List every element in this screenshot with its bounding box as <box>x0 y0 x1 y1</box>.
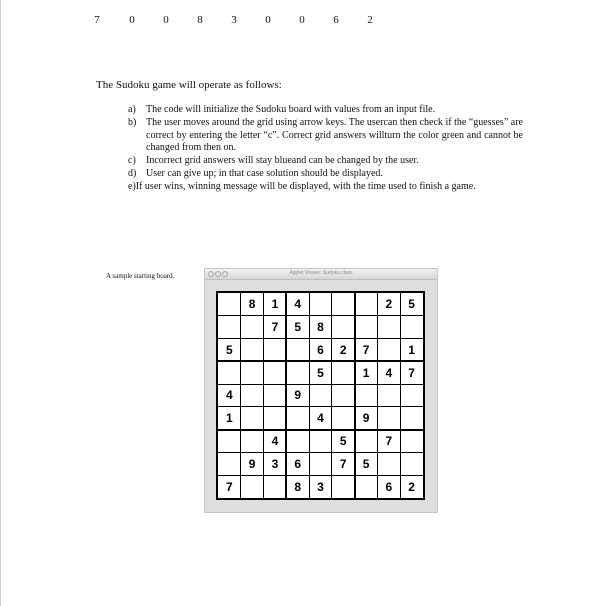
sudoku-cell[interactable]: 9 <box>294 388 302 403</box>
number-row-value: 8 <box>197 14 203 26</box>
applet-title: Applet Viewer: Sudoku.class <box>289 270 353 276</box>
number-row-value: 6 <box>333 14 339 26</box>
grid-line-vertical <box>309 293 310 498</box>
sudoku-cell[interactable] <box>377 452 400 475</box>
sudoku-cell[interactable] <box>309 384 332 407</box>
sudoku-cell[interactable] <box>264 384 287 407</box>
sudoku-cell[interactable] <box>241 384 264 407</box>
sudoku-cell[interactable] <box>218 452 241 475</box>
sudoku-cell[interactable] <box>218 361 241 384</box>
sudoku-cell[interactable]: 7 <box>385 434 393 449</box>
rule-text: Incorrect grid answers will stay blueand can be changed by the user. <box>146 155 419 167</box>
sudoku-cell[interactable] <box>332 384 355 407</box>
sudoku-cell[interactable]: 7 <box>339 456 347 471</box>
sudoku-cell[interactable] <box>400 430 423 453</box>
grid-line-horizontal <box>218 452 423 453</box>
sudoku-cell[interactable] <box>377 316 400 339</box>
sudoku-cell[interactable] <box>286 339 309 362</box>
sudoku-cell[interactable] <box>286 430 309 453</box>
sudoku-cell[interactable] <box>218 293 241 316</box>
sudoku-cell[interactable] <box>264 475 287 498</box>
grid-line-horizontal <box>218 315 423 316</box>
sudoku-cell[interactable]: 9 <box>248 456 256 471</box>
sudoku-cell[interactable]: 1 <box>271 297 279 312</box>
grid-line-vertical <box>377 293 378 498</box>
page-left-border <box>0 0 1 606</box>
rule-marker: d) <box>128 167 137 179</box>
sudoku-cell[interactable] <box>241 430 264 453</box>
sudoku-cell[interactable]: 2 <box>408 479 415 494</box>
grid-line-horizontal <box>218 384 423 385</box>
sudoku-cell[interactable]: 5 <box>408 297 415 312</box>
sudoku-cell[interactable] <box>400 316 423 339</box>
sudoku-cell[interactable]: 2 <box>339 342 347 357</box>
rule-item <box>128 155 523 168</box>
sudoku-cell[interactable] <box>264 407 287 430</box>
sudoku-cell[interactable]: 6 <box>317 342 324 357</box>
sudoku-cell[interactable] <box>218 430 241 453</box>
number-row-value: 0 <box>163 14 169 26</box>
box-divider-vertical <box>285 293 287 498</box>
sudoku-cell[interactable]: 3 <box>317 479 324 494</box>
box-divider-vertical <box>354 293 356 498</box>
sudoku-cell[interactable] <box>377 407 400 430</box>
sudoku-cell[interactable] <box>264 339 287 362</box>
grid-line-vertical <box>331 293 332 498</box>
sudoku-cell[interactable]: 1 <box>226 411 233 426</box>
sudoku-cell[interactable] <box>355 293 378 316</box>
sudoku-cell[interactable] <box>241 339 264 362</box>
sudoku-cell[interactable] <box>377 384 400 407</box>
rules-list <box>128 104 523 194</box>
rule-text: The user moves around the grid using arrow keys. The usercan then check if the “guesses” are correct by entering the letter “c”. Correct grid answers willturn the color green and cannot be changed from then on. <box>146 116 523 154</box>
sudoku-cell[interactable] <box>309 452 332 475</box>
sudoku-cell[interactable] <box>309 293 332 316</box>
sudoku-cell[interactable] <box>355 430 378 453</box>
sudoku-cell[interactable]: 8 <box>248 297 256 312</box>
rule-marker: c) <box>128 155 136 167</box>
rule-item <box>128 181 523 194</box>
sudoku-cell[interactable] <box>377 339 400 362</box>
sudoku-cell[interactable] <box>241 316 264 339</box>
sudoku-cell[interactable]: 7 <box>271 320 279 335</box>
sudoku-cell[interactable]: 8 <box>294 479 302 494</box>
sudoku-cell[interactable]: 5 <box>339 434 347 449</box>
sudoku-cell[interactable] <box>400 407 423 430</box>
rule-text: The code will initialize the Sudoku board with values from an input file. <box>146 104 436 115</box>
sudoku-cell[interactable]: 4 <box>385 365 393 380</box>
sudoku-cell[interactable]: 4 <box>317 411 324 426</box>
sudoku-cell[interactable]: 1 <box>362 365 370 380</box>
rule-item <box>128 168 523 181</box>
sudoku-cell[interactable] <box>241 475 264 498</box>
sudoku-cell[interactable]: 5 <box>317 365 324 380</box>
sudoku-cell[interactable]: 1 <box>408 342 415 357</box>
sudoku-cell[interactable]: 5 <box>362 456 370 471</box>
sudoku-cell[interactable]: 3 <box>271 456 279 471</box>
grid-line-horizontal <box>218 475 423 476</box>
sudoku-cell[interactable]: 7 <box>408 365 415 380</box>
applet-window <box>204 268 438 513</box>
applet-titlebar <box>205 269 437 280</box>
number-row-value: 2 <box>367 14 373 26</box>
rule-marker: a) <box>128 104 136 115</box>
sudoku-cell[interactable] <box>355 316 378 339</box>
sudoku-cell[interactable] <box>332 361 355 384</box>
intro-text: The Sudoku game will operate as follows: <box>96 79 282 91</box>
grid-line-vertical <box>400 293 401 498</box>
grid-line-vertical <box>263 293 264 498</box>
rule-item <box>128 117 523 155</box>
sudoku-cell[interactable] <box>286 361 309 384</box>
sudoku-cell[interactable]: 4 <box>226 388 233 403</box>
sudoku-cell[interactable] <box>332 293 355 316</box>
sudoku-cell[interactable] <box>218 316 241 339</box>
box-divider-horizontal <box>218 429 423 431</box>
box-divider-horizontal <box>218 360 423 362</box>
sudoku-cell[interactable]: 8 <box>317 320 324 335</box>
sudoku-cell[interactable] <box>400 384 423 407</box>
number-row-value: 7 <box>94 14 100 26</box>
sudoku-cell[interactable] <box>355 384 378 407</box>
sudoku-cell[interactable]: 5 <box>294 320 302 335</box>
sudoku-cell[interactable] <box>332 316 355 339</box>
number-row-value: 0 <box>299 14 305 26</box>
sudoku-cell[interactable]: 4 <box>271 434 279 449</box>
sudoku-board[interactable] <box>216 291 425 500</box>
sudoku-cell[interactable]: 2 <box>385 297 393 312</box>
rule-text: e)If user wins, winning message will be displayed, with the time used to finish a game. <box>128 180 476 192</box>
grid-line-horizontal <box>218 338 423 339</box>
sudoku-cell[interactable] <box>400 452 423 475</box>
sudoku-cell[interactable] <box>264 361 287 384</box>
sudoku-cell[interactable] <box>241 361 264 384</box>
grid-line-horizontal <box>218 406 423 407</box>
number-row-value: 3 <box>231 14 237 26</box>
sudoku-cell[interactable]: 7 <box>226 479 233 494</box>
sudoku-cell[interactable]: 4 <box>294 297 302 312</box>
rule-text: User can give up; in that case solution should be displayed. <box>146 167 383 179</box>
sudoku-cell[interactable] <box>332 407 355 430</box>
sudoku-cell[interactable]: 5 <box>226 342 233 357</box>
sudoku-cell[interactable] <box>286 407 309 430</box>
sudoku-cell[interactable] <box>241 407 264 430</box>
sudoku-cell[interactable] <box>309 430 332 453</box>
sudoku-cell[interactable] <box>332 475 355 498</box>
sudoku-cell[interactable]: 7 <box>362 342 370 357</box>
number-row-value: 0 <box>129 14 135 26</box>
rule-marker: b) <box>128 116 137 128</box>
board-caption: A sample starting board. <box>106 272 175 280</box>
sudoku-cell[interactable]: 6 <box>385 479 393 494</box>
number-row-value: 0 <box>265 14 271 26</box>
rule-item <box>128 104 523 117</box>
sudoku-cell[interactable]: 9 <box>362 411 370 426</box>
sudoku-cell[interactable] <box>355 475 378 498</box>
sudoku-cell[interactable]: 6 <box>294 456 302 471</box>
grid-line-vertical <box>240 293 241 498</box>
